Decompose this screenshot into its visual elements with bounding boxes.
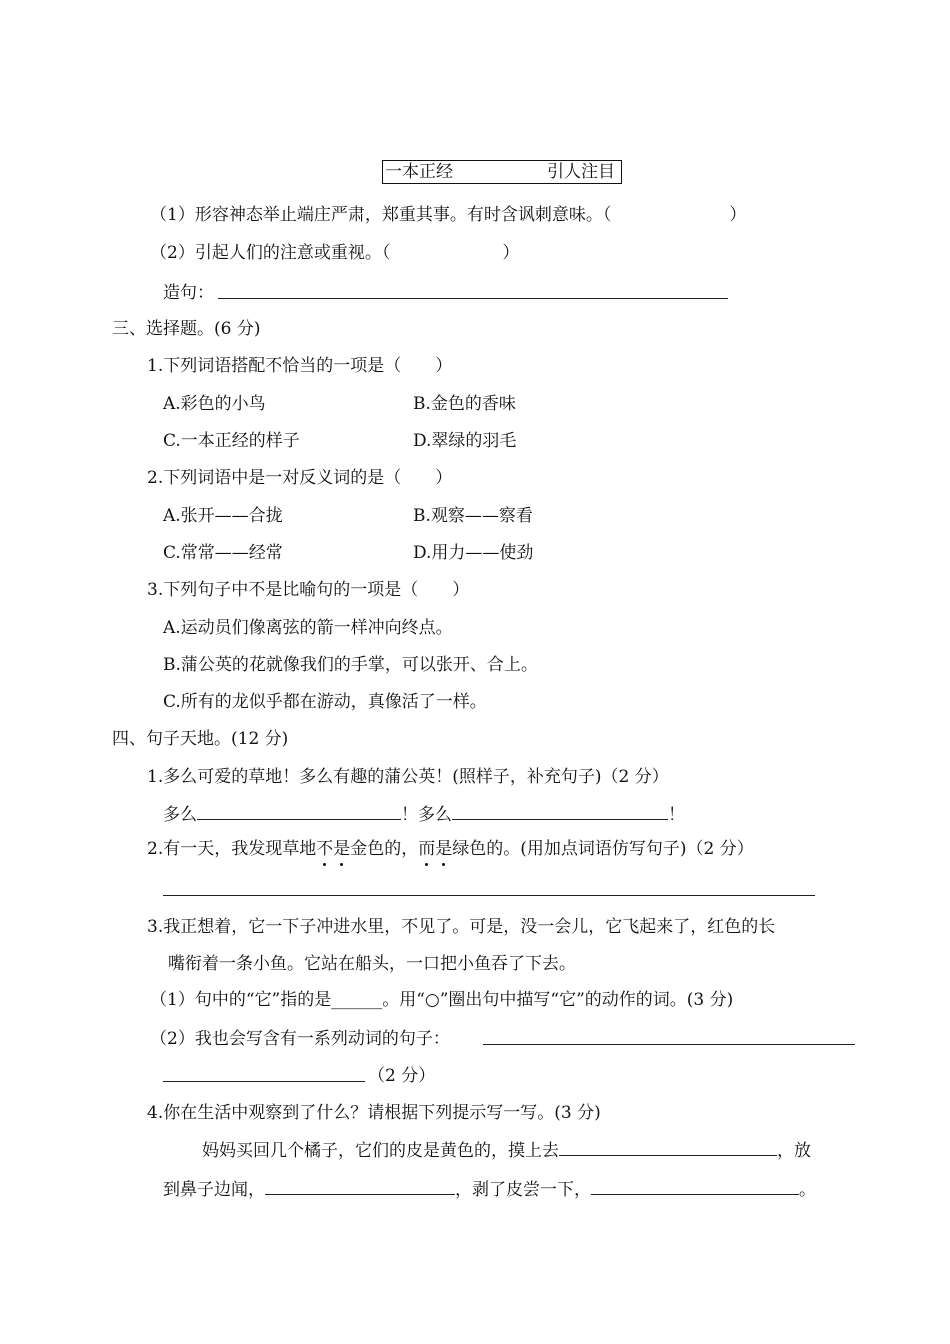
answer-line-4-3-2-a[interactable] <box>483 1044 855 1045</box>
blank-4-4-a[interactable] <box>559 1139 777 1156</box>
passage-4-3-line-2: 嘴衔着一条小鱼。它站在船头，一口把小鱼吞了下去。 <box>168 954 576 974</box>
definition-1: （1）形容神态举止端庄严肃，郑重其事。有时含讽刺意味。（ ） <box>150 205 747 225</box>
blank-4-4-b[interactable] <box>265 1178 455 1195</box>
blank-4-1-b[interactable] <box>452 803 668 820</box>
sentence-4-2: 2.有一天，我发现草地不是金色的，而是绿色的。(用加点词语仿写句子)（2 分） <box>147 839 754 859</box>
sentence-4-1-pattern: 多么 ！多么 ！ <box>163 805 685 825</box>
option-3-2-a: A.张开——合拢 <box>163 506 283 526</box>
question-4-4: 4.你在生活中观察到了什么？请根据下列提示写一写。(3 分) <box>147 1103 601 1123</box>
question-4-3-1: （1）句中的“它”指的是______。用“○”圈出句中描写“它”的动作的词。(3 分) <box>150 990 734 1010</box>
option-3-3-b: B.蒲公英的花就像我们的手掌，可以张开、合上。 <box>163 655 538 675</box>
option-3-3-c: C.所有的龙似乎都在游动，真像活了一样。 <box>163 692 487 712</box>
blank-4-1-a[interactable] <box>197 803 401 820</box>
option-3-1-c: C.一本正经的样子 <box>163 431 300 451</box>
question-4-3-2: （2）我也会写含有一系列动词的句子： <box>150 1029 450 1049</box>
passage-4-3-line-1: 3.我正想着，它一下子冲进水里，不见了。可是，没一会儿，它飞起来了，红色的长 <box>147 917 776 937</box>
option-3-2-b: B.观察——察看 <box>413 506 533 526</box>
zaoju-label: 造句： <box>163 283 214 303</box>
passage-4-4-line-1: 妈妈买回几个橘子，它们的皮是黄色的，摸上去 ，放 <box>202 1141 811 1161</box>
score-4-3-2: （2 分） <box>368 1066 436 1086</box>
option-3-2-c: C.常常——经常 <box>163 543 283 563</box>
option-3-2-d: D.用力——使劲 <box>413 543 534 563</box>
answer-line-4-3-2-b[interactable] <box>163 1081 365 1082</box>
section-4-heading: 四、句子天地。(12 分) <box>112 729 289 749</box>
question-3-1: 1.下列词语搭配不恰当的一项是（ ） <box>147 356 453 376</box>
idiom-box <box>382 160 622 184</box>
question-3-3: 3.下列句子中不是比喻句的一项是（ ） <box>147 580 470 600</box>
question-3-2: 2.下列词语中是一对反义词的是（ ） <box>147 468 453 488</box>
answer-line-4-2[interactable] <box>163 895 815 896</box>
passage-4-4-line-2: 到鼻子边闻， ，剥了皮尝一下， 。 <box>163 1180 816 1200</box>
sentence-4-1: 1.多么可爱的草地！多么有趣的蒲公英！(照样子，补充句子)（2 分） <box>147 767 669 787</box>
definition-2: （2）引起人们的注意或重视。（ ） <box>150 243 520 263</box>
idiom-word-1: 一本正经 <box>385 162 453 182</box>
blank-4-4-c[interactable] <box>591 1178 799 1195</box>
section-3-heading: 三、选择题。(6 分) <box>112 319 261 339</box>
idiom-word-2: 引人注目 <box>547 162 615 182</box>
option-3-1-d: D.翠绿的羽毛 <box>413 431 517 451</box>
option-3-1-b: B.金色的香味 <box>413 394 516 414</box>
option-3-1-a: A.彩色的小鸟 <box>163 394 266 414</box>
option-3-3-a: A.运动员们像离弦的箭一样冲向终点。 <box>163 618 453 638</box>
zaoju-answer-line[interactable] <box>218 298 728 299</box>
